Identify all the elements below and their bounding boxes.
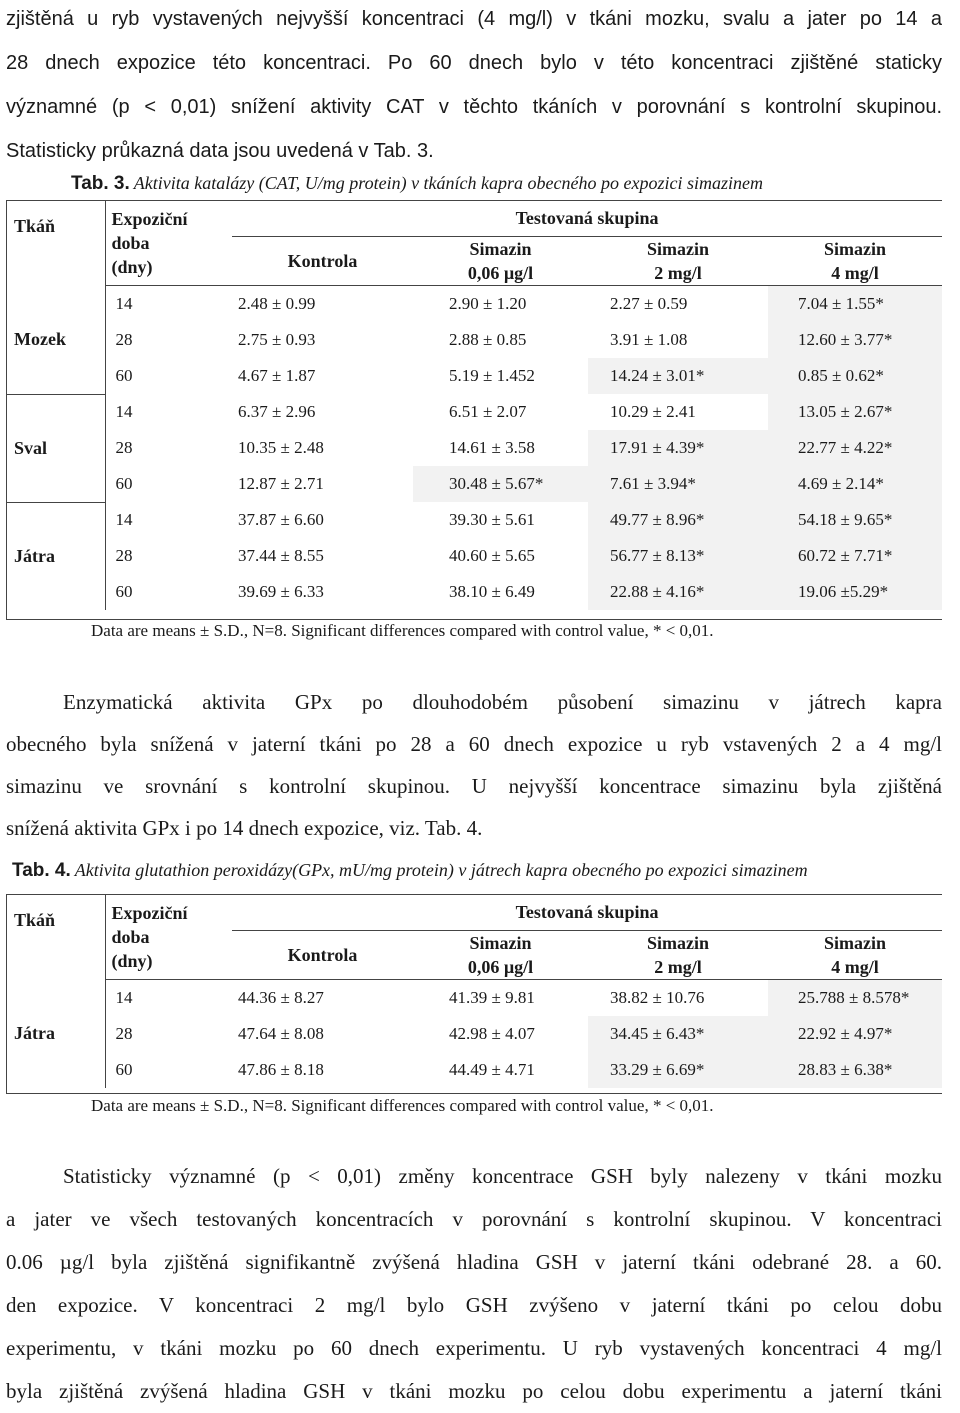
value-cell: 10.35 ± 2.48 bbox=[238, 438, 324, 457]
value-cell: 4.69 ± 2.14* bbox=[768, 466, 942, 502]
header-exposure-line: (dny) bbox=[111, 950, 153, 971]
day-cell: 28 bbox=[115, 330, 133, 349]
intro-paragraph bbox=[6, 0, 942, 173]
value-cell: 34.45 ± 6.43* bbox=[588, 1016, 768, 1052]
paragraph-gsh bbox=[6, 1155, 942, 1413]
text-line: experimentu, v tkáni mozku po 60 dnech experimentu. U ryb vystavených koncentraci 4 mg/l bbox=[6, 1336, 942, 1360]
header-exposure-line: doba bbox=[111, 926, 150, 947]
value-cell: 39.30 ± 5.61 bbox=[449, 510, 535, 529]
table3-label: Tab. 3. bbox=[71, 173, 130, 194]
header-exposure-line: (dny) bbox=[111, 256, 153, 277]
value-cell: 2.75 ± 0.93 bbox=[238, 330, 316, 349]
day-cell: 28 bbox=[115, 546, 133, 565]
header-sim1: Simazin 0,06 µg/l bbox=[413, 931, 588, 980]
value-cell: 37.87 ± 6.60 bbox=[238, 510, 324, 529]
day-cell: 60 bbox=[115, 1060, 133, 1079]
header-exposure-line: Expoziční bbox=[111, 208, 188, 229]
value-cell: 14.24 ± 3.01* bbox=[588, 358, 768, 394]
value-cell: 30.48 ± 5.67* bbox=[413, 466, 588, 502]
value-cell: 42.98 ± 4.07 bbox=[449, 1024, 535, 1043]
table-row bbox=[6, 574, 942, 610]
value-cell: 13.05 ± 2.67* bbox=[768, 394, 942, 430]
table3-caption-text: Aktivita katalázy (CAT, U/mg protein) v tkáních kapra obecného po expozici simazinem bbox=[133, 173, 763, 193]
header-tested-group: Testovaná skupina bbox=[232, 894, 942, 931]
value-cell: 33.29 ± 6.69* bbox=[588, 1052, 768, 1088]
paragraph-gpx bbox=[6, 681, 942, 849]
table-row bbox=[6, 1016, 942, 1052]
header-tissue: Tkáň bbox=[6, 894, 105, 980]
text-line: Enzymatická aktivita GPx po dlouhodobém působení simazinu v játrech kapra bbox=[63, 690, 942, 714]
value-cell: 4.67 ± 1.87 bbox=[238, 366, 316, 385]
value-cell: 0.85 ± 0.62* bbox=[768, 358, 942, 394]
table3 bbox=[6, 200, 942, 610]
value-cell: 14.61 ± 3.58 bbox=[449, 438, 535, 457]
value-cell: 6.37 ± 2.96 bbox=[238, 402, 316, 421]
value-cell: 7.61 ± 3.94* bbox=[588, 466, 768, 502]
value-cell: 22.88 ± 4.16* bbox=[588, 574, 768, 610]
value-cell: 19.06 ±5.29* bbox=[768, 574, 942, 610]
table-row bbox=[6, 980, 942, 1017]
text-line: simazinu ve srovnání s kontrolní skupinou. U nejvyšší koncentrace simazinu byla zjištěná bbox=[6, 774, 942, 798]
header-tissue: Tkáň bbox=[6, 200, 105, 286]
value-cell: 60.72 ± 7.71* bbox=[768, 538, 942, 574]
table4-caption bbox=[12, 860, 808, 882]
value-cell: 25.788 ± 8.578* bbox=[768, 980, 942, 1017]
value-cell: 22.92 ± 4.97* bbox=[768, 1016, 942, 1052]
day-cell: 14 bbox=[115, 402, 133, 421]
value-cell: 47.86 ± 8.18 bbox=[238, 1060, 324, 1079]
value-cell: 10.29 ± 2.41 bbox=[610, 402, 696, 421]
value-cell: 12.87 ± 2.71 bbox=[238, 474, 324, 493]
header-sim1: Simazin 0,06 µg/l bbox=[413, 237, 588, 286]
table-row bbox=[6, 538, 942, 574]
table-row bbox=[6, 430, 942, 466]
value-cell: 6.51 ± 2.07 bbox=[449, 402, 527, 421]
header-control: Kontrola bbox=[232, 931, 413, 980]
tissue-cell: Játra bbox=[6, 980, 105, 1089]
text-line: byla zjištěná zvýšená hladina GSH v tkáni mozku po celou dobu experimentu a jaterní tkáni bbox=[6, 1379, 942, 1403]
text-line: zjištěná u ryb vystavených nejvyšší koncentraci (4 mg/l) v tkáni mozku, svalu a jater po 14 a bbox=[6, 8, 942, 30]
value-cell: 17.91 ± 4.39* bbox=[588, 430, 768, 466]
day-cell: 60 bbox=[115, 366, 133, 385]
header-exposure bbox=[105, 894, 232, 980]
table-row bbox=[6, 358, 942, 394]
day-cell: 28 bbox=[115, 438, 133, 457]
value-cell: 38.10 ± 6.49 bbox=[449, 582, 535, 601]
header-exposure bbox=[105, 200, 232, 286]
value-cell: 5.19 ± 1.452 bbox=[449, 366, 535, 385]
value-cell: 54.18 ± 9.65* bbox=[768, 502, 942, 538]
table-row bbox=[6, 394, 942, 430]
header-control: Kontrola bbox=[232, 237, 413, 286]
value-cell: 2.27 ± 0.59 bbox=[610, 294, 688, 313]
table-row bbox=[6, 322, 942, 358]
text-line: den expozice. V koncentraci 2 mg/l bylo GSH zvýšeno v jaterní tkáni po celou dobu bbox=[6, 1293, 942, 1317]
table4-note: Data are means ± S.D., N=8. Significant differences compared with control value, * < 0,01. bbox=[91, 1096, 714, 1115]
text-line: 0.06 µg/l byla zjištěná signifikantně zvýšená hladina GSH v jaterní tkáni odebrané 28. a 60. bbox=[6, 1250, 942, 1274]
value-cell: 2.48 ± 0.99 bbox=[238, 294, 316, 313]
text-line: obecného byla snížená v jaterní tkáni po 28 a 60 dnech expozice u ryb vstavených 2 a 4 mg/l bbox=[6, 732, 942, 756]
value-cell: 2.88 ± 0.85 bbox=[449, 330, 527, 349]
value-cell: 38.82 ± 10.76 bbox=[610, 988, 705, 1007]
text-line: Statisticky průkazná data jsou uvedená v Tab. 3. bbox=[6, 140, 434, 162]
header-exposure-line: doba bbox=[111, 232, 150, 253]
table3-caption bbox=[71, 173, 763, 195]
text-line: významné (p < 0,01) snížení aktivity CAT v těchto tkáních v porovnání s kontrolní skupinou. bbox=[6, 96, 942, 118]
table-row bbox=[6, 286, 942, 323]
day-cell: 60 bbox=[115, 474, 133, 493]
text-line: a jater ve všech testovaných koncentracích v porovnání s kontrolní skupinou. V koncentraci bbox=[6, 1207, 942, 1231]
value-cell: 3.91 ± 1.08 bbox=[610, 330, 688, 349]
table-row bbox=[6, 1052, 942, 1088]
value-cell: 39.69 ± 6.33 bbox=[238, 582, 324, 601]
tissue-cell: Sval bbox=[6, 394, 105, 502]
text-line: Statisticky významné (p < 0,01) změny koncentrace GSH byly nalezeny v tkáni mozku bbox=[63, 1164, 942, 1188]
value-cell: 40.60 ± 5.65 bbox=[449, 546, 535, 565]
day-cell: 28 bbox=[115, 1024, 133, 1043]
day-cell: 14 bbox=[115, 294, 133, 313]
text-line: 28 dnech expozice této koncentraci. Po 60 dnech bylo v této koncentraci zjištěné staticky bbox=[6, 52, 942, 74]
tissue-cell: Játra bbox=[6, 502, 105, 610]
header-sim3: Simazin 4 mg/l bbox=[768, 931, 942, 980]
table4-caption-text: Aktivita glutathion peroxidázy(GPx, mU/mg protein) v játrech kapra obecného po expozici simazinem bbox=[74, 860, 808, 880]
header-sim2: Simazin 2 mg/l bbox=[588, 931, 768, 980]
value-cell: 41.39 ± 9.81 bbox=[449, 988, 535, 1007]
text-line: snížená aktivita GPx i po 14 dnech expozice, viz. Tab. 4. bbox=[6, 816, 483, 840]
header-sim3: Simazin 4 mg/l bbox=[768, 237, 942, 286]
header-tested-group: Testovaná skupina bbox=[232, 200, 942, 237]
value-cell: 47.64 ± 8.08 bbox=[238, 1024, 324, 1043]
value-cell: 44.49 ± 4.71 bbox=[449, 1060, 535, 1079]
value-cell: 22.77 ± 4.22* bbox=[768, 430, 942, 466]
day-cell: 14 bbox=[115, 988, 133, 1007]
value-cell: 49.77 ± 8.96* bbox=[588, 502, 768, 538]
value-cell: 7.04 ± 1.55* bbox=[768, 286, 942, 323]
table4 bbox=[6, 894, 942, 1088]
value-cell: 44.36 ± 8.27 bbox=[238, 988, 324, 1007]
day-cell: 60 bbox=[115, 582, 133, 601]
header-exposure-line: Expoziční bbox=[111, 902, 188, 923]
table4-label: Tab. 4. bbox=[12, 860, 71, 881]
value-cell: 2.90 ± 1.20 bbox=[449, 294, 527, 313]
value-cell: 28.83 ± 6.38* bbox=[768, 1052, 942, 1088]
tissue-cell: Mozek bbox=[6, 286, 105, 395]
value-cell: 56.77 ± 8.13* bbox=[588, 538, 768, 574]
day-cell: 14 bbox=[115, 510, 133, 529]
table-row bbox=[6, 466, 942, 502]
value-cell: 37.44 ± 8.55 bbox=[238, 546, 324, 565]
table3-note: Data are means ± S.D., N=8. Significant differences compared with control value, * < 0,01. bbox=[91, 621, 714, 640]
value-cell: 12.60 ± 3.77* bbox=[768, 322, 942, 358]
header-sim2: Simazin 2 mg/l bbox=[588, 237, 768, 286]
table-row bbox=[6, 502, 942, 538]
